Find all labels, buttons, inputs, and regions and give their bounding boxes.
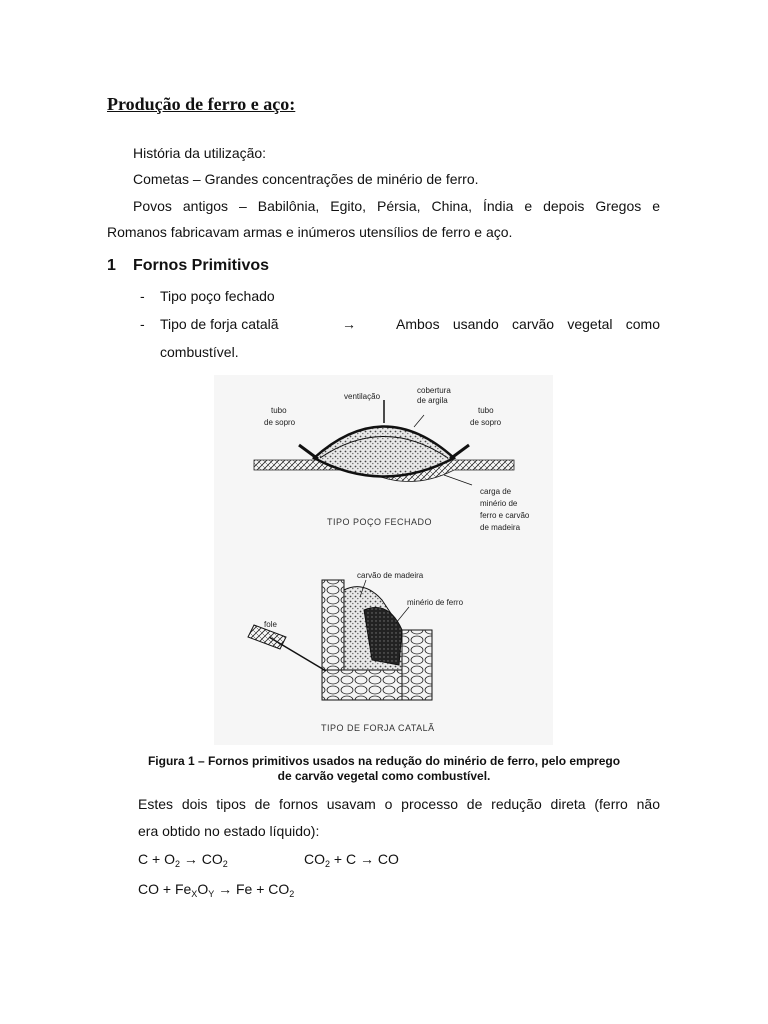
eq-subscript: 2 — [289, 889, 295, 899]
label-tubo-right-1: tubo — [478, 406, 494, 415]
equation-3 — [138, 880, 294, 898]
eq-text: CO + Fe — [138, 881, 192, 897]
label-carga-2: minério de — [480, 499, 518, 508]
caption-line-1: Figura 1 – Fornos primitivos usados na redução do minério de ferro, pelo emprego — [147, 754, 621, 768]
intro-line-comets: Cometas – Grandes concentrações de minério de ferro. — [133, 171, 479, 187]
eq-subscript: 2 — [325, 859, 331, 869]
intro-line-peoples: Povos antigos – Babilônia, Egito, Pérsia, China, Índia e depois Gregos e — [133, 198, 660, 214]
body-line-1: Estes dois tipos de fornos usavam o processo de redução direta (ferro não — [138, 796, 660, 812]
label-carga-4: de madeira — [480, 523, 521, 532]
equation-2 — [304, 850, 399, 868]
equation-1 — [138, 850, 228, 868]
figure-furnaces — [214, 375, 553, 745]
bullet-dash: - — [140, 288, 145, 304]
label-cobertura-2: de argila — [417, 396, 448, 405]
bullet-dash: - — [140, 316, 145, 332]
furnace-illustration — [214, 375, 553, 745]
eq-text: C + O — [138, 851, 175, 867]
bullet-item-poco — [140, 287, 275, 305]
eq-subscript: Y — [208, 889, 215, 899]
label-fole: fole — [264, 620, 277, 629]
eq-text: O — [197, 881, 209, 897]
poco-fechado-diagram — [254, 400, 514, 485]
section-heading — [107, 257, 269, 275]
label-carga-3: ferro e carvão — [480, 511, 530, 520]
figure-caption — [107, 754, 661, 784]
bullet-text: Tipo de forja catalã — [160, 316, 279, 332]
label-tubo-left-2: de sopro — [264, 418, 296, 427]
label-tipo-forja: TIPO DE FORJA CATALÃ — [321, 723, 435, 733]
intro-line-history: História da utilização: — [133, 145, 267, 161]
bullet-continuation: combustível. — [160, 344, 239, 360]
forja-catala-diagram — [248, 580, 432, 700]
label-carga-1: carga de — [480, 487, 512, 496]
eq-text: + C → CO — [330, 851, 399, 867]
label-carvao-madeira: carvão de madeira — [357, 571, 424, 580]
eq-subscript: 2 — [222, 859, 228, 869]
bullet-text-right: Ambos usando carvão vegetal como — [396, 316, 660, 332]
eq-text: CO — [304, 851, 325, 867]
bullet-item-forja — [140, 315, 660, 333]
eq-subscript: 2 — [174, 859, 180, 869]
body-line-2: era obtido no estado líquido): — [138, 823, 320, 839]
intro-line-peoples-cont: Romanos fabricavam armas e inúmeros utensílios de ferro e aço. — [107, 224, 513, 240]
caption-line-2: de carvão vegetal como combustível. — [277, 769, 491, 783]
label-minerio-ferro: minério de ferro — [407, 598, 464, 607]
eq-text: → CO — [179, 851, 223, 867]
section-title: Fornos Primitivos — [133, 257, 270, 274]
label-cobertura-1: cobertura — [417, 386, 451, 395]
bullet-text: Tipo poço fechado — [160, 288, 275, 304]
eq-text: → Fe + CO — [214, 881, 290, 897]
label-ventilacao: ventilação — [344, 392, 381, 401]
eq-subscript: X — [191, 889, 198, 899]
page-title: Produção de ferro e aço: — [107, 94, 296, 114]
label-tipo-poco: TIPO POÇO FECHADO — [327, 517, 433, 527]
label-tubo-left-1: tubo — [271, 406, 287, 415]
arrow-icon: → — [342, 316, 356, 332]
label-tubo-right-2: de sopro — [470, 418, 502, 427]
section-number: 1 — [107, 257, 116, 274]
